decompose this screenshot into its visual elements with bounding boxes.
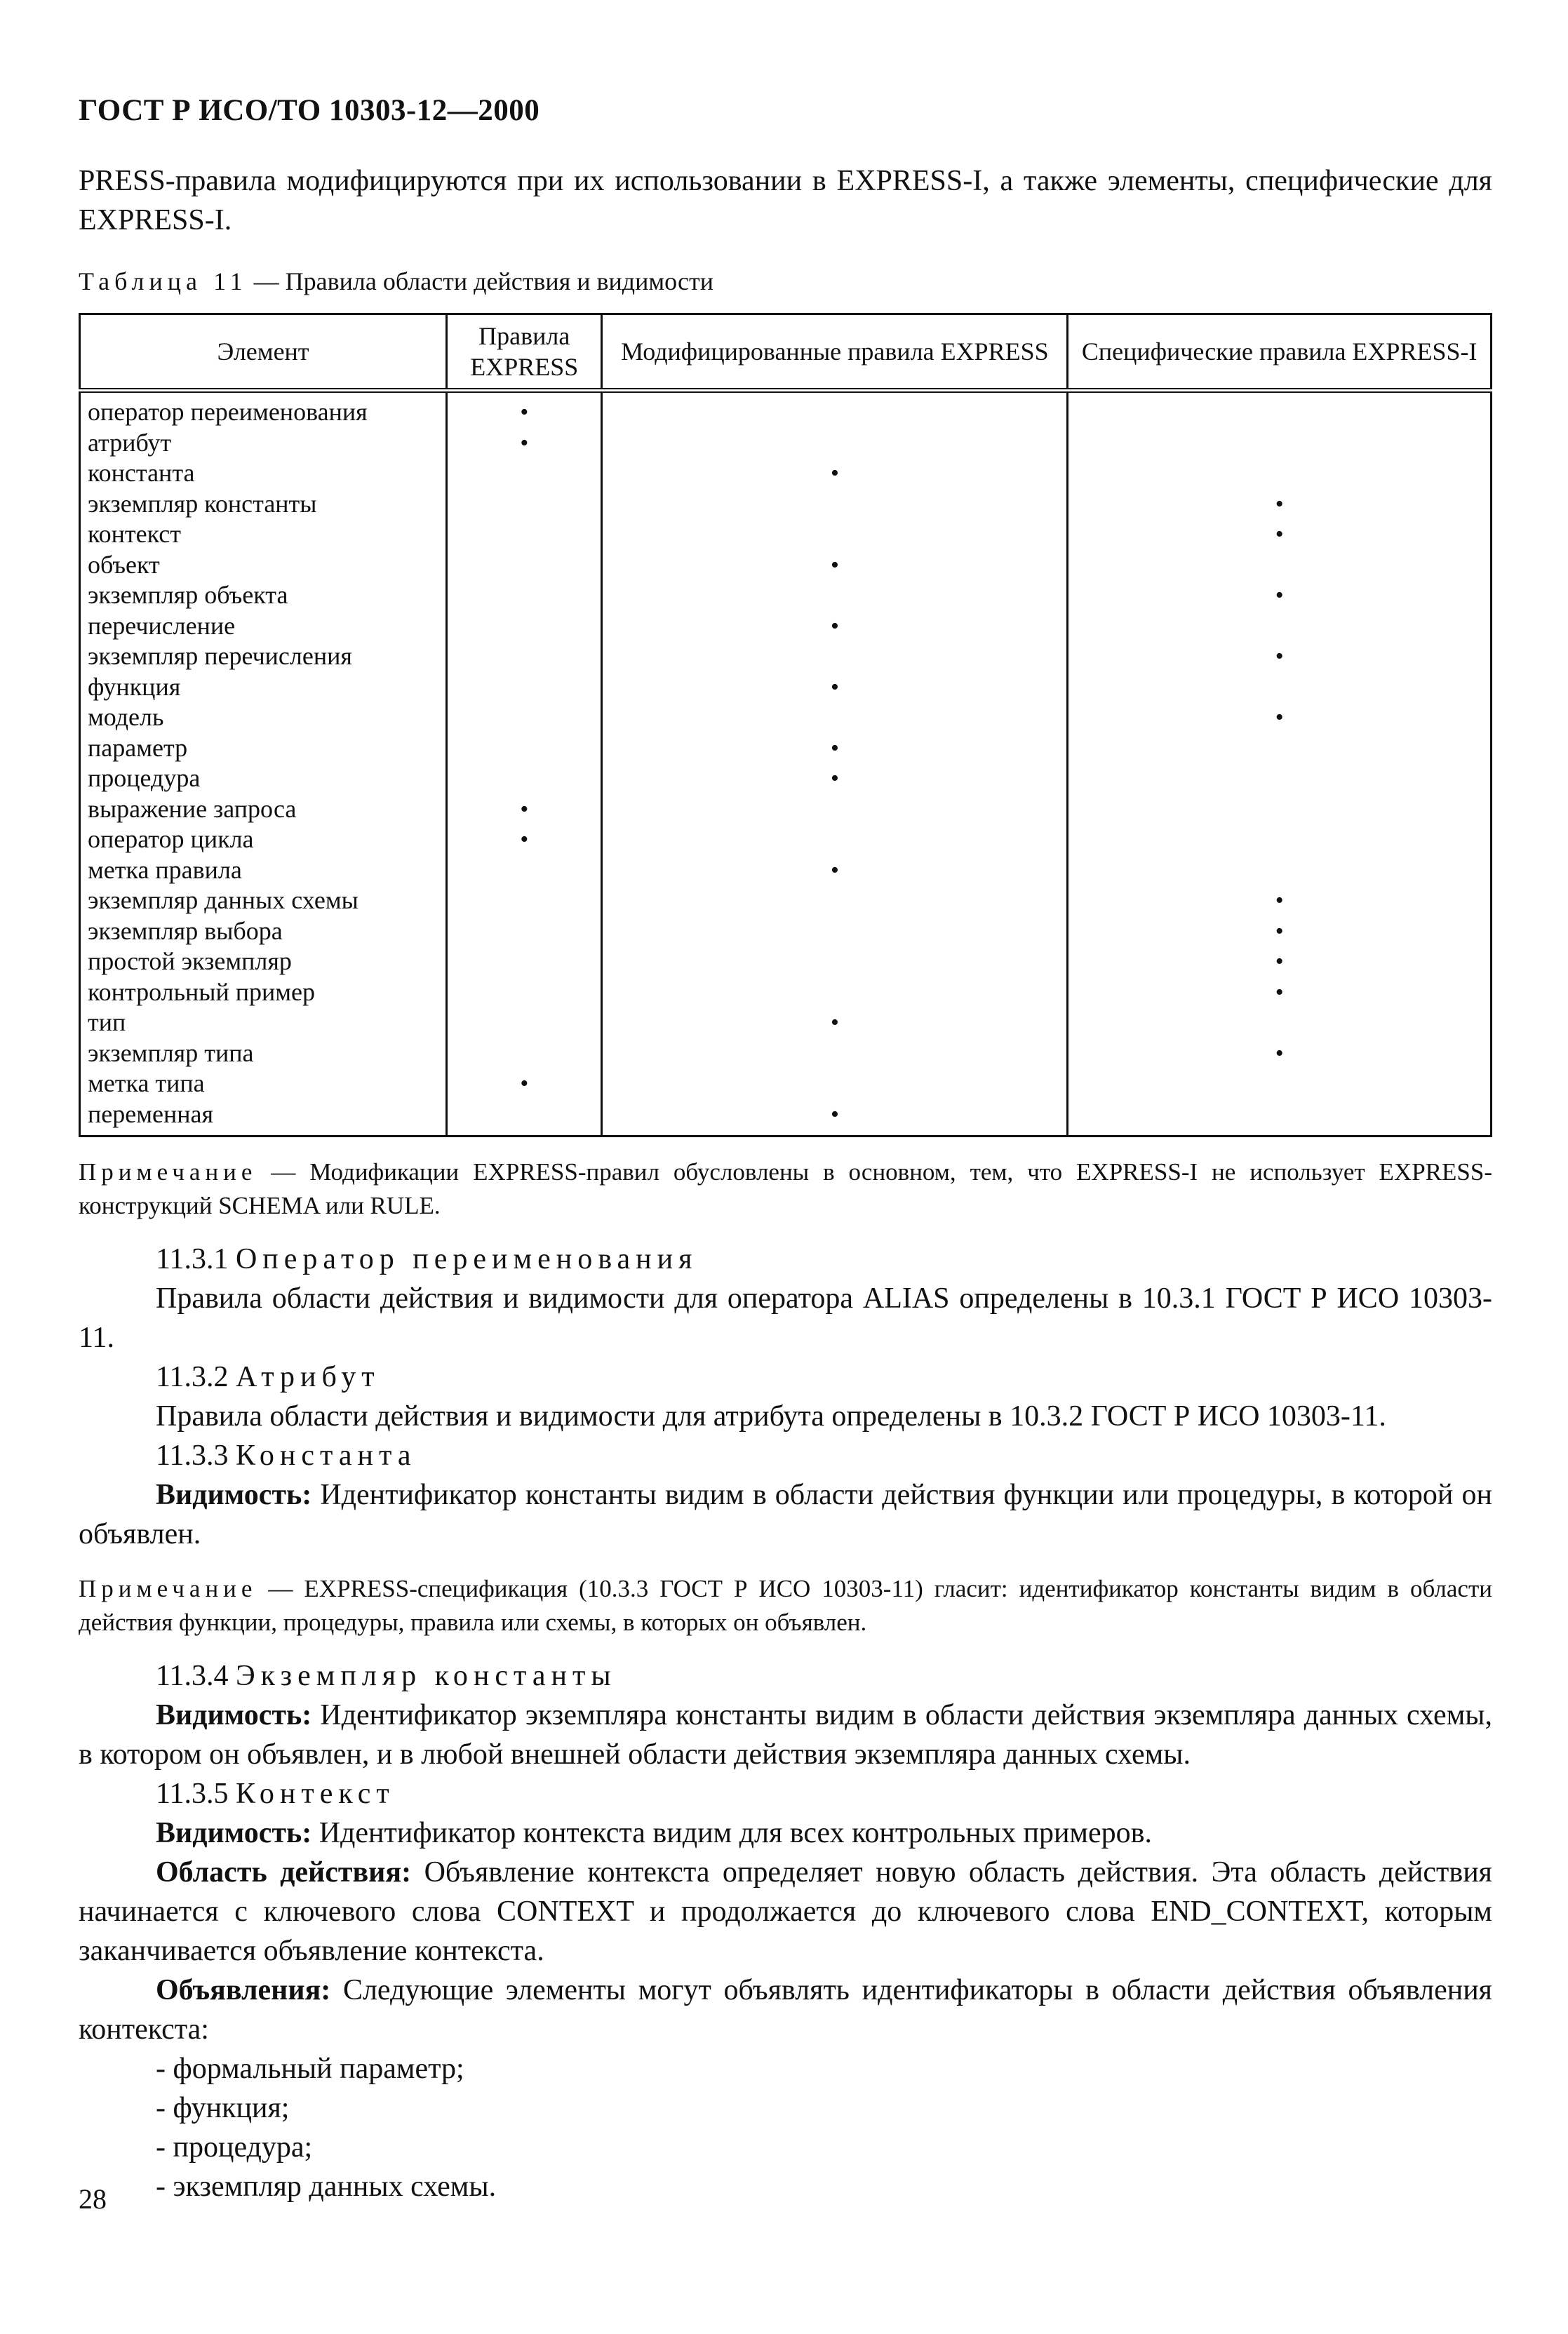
bullet-marker: • [602,1099,1068,1136]
section-11-3-3-title [79,1436,1492,1475]
section-name: Контекст [235,1778,395,1810]
modified-cell [602,1068,1068,1099]
specific-cell [1068,550,1492,581]
express-cell [447,763,602,794]
bullet-marker: • [447,391,602,428]
table-row [80,519,1492,550]
header-element: Элемент [80,314,447,391]
element-cell: экземпляр объекта [80,580,447,611]
modified-cell [602,641,1068,672]
express-cell [447,1007,602,1038]
specific-cell [1068,611,1492,642]
bullet-marker: • [602,611,1068,642]
express-cell [447,977,602,1008]
specific-cell [1068,391,1492,428]
declarations-lead: Объявления: [156,1974,331,2006]
element-cell: простой экземпляр [80,946,447,977]
bullet-marker: • [1068,977,1492,1008]
scope-text: Объявление контекста определяет новую область действия. Эта область действия начинается с ключевого слова CONTEXT и продолжается до ключевого слова END_CONTEXT, которым заканчивается объявление контекста. [79,1856,1492,1967]
element-cell: параметр [80,733,447,764]
table-row [80,733,1492,764]
table-row [80,391,1492,428]
bullet-marker: • [1068,702,1492,733]
element-cell: функция [80,672,447,703]
specific-cell [1068,672,1492,703]
modified-cell [602,916,1068,947]
section-number: 11.3.4 [156,1660,229,1692]
list-item: - экземпляр данных схемы. [156,2171,497,2203]
section-number: 11.3.1 [156,1243,229,1275]
bullet-marker: • [447,1068,602,1099]
modified-cell [602,428,1068,459]
express-cell [447,580,602,611]
modified-cell [602,489,1068,520]
bullet-marker: • [447,794,602,825]
section-name: Оператор переименования [235,1243,698,1275]
note-1-label: Примечание [79,1158,257,1186]
section-name: Экземпляр константы [235,1660,617,1692]
visibility-text: Идентификатор контекста видим для всех контрольных примеров. [311,1817,1152,1849]
specific-cell [1068,794,1492,825]
bullet-marker: • [602,458,1068,489]
section-11-3-2-title [79,1357,1492,1397]
element-cell: метка типа [80,1068,447,1099]
table-row [80,824,1492,855]
bullet-marker: • [1068,519,1492,550]
express-cell [447,1099,602,1136]
specific-cell [1068,824,1492,855]
specific-cell [1068,1007,1492,1038]
modified-cell [602,391,1068,428]
modified-cell [602,519,1068,550]
table-caption-label: Таблица 11 [79,267,248,295]
intro-paragraph: PRESS-правила модифицируются при их использовании в EXPRESS-I, а также элементы, специфические для EXPRESS-I. [79,165,1492,236]
bullet-marker: • [1068,916,1492,947]
element-cell: модель [80,702,447,733]
visibility-lead: Видимость: [156,1699,312,1731]
element-cell: атрибут [80,428,447,459]
element-cell: экземпляр перечисления [80,641,447,672]
header-specific: Специфические правила EXPRESS-I [1068,314,1492,391]
express-cell [447,733,602,764]
declarations-list [79,2049,1492,2206]
specific-cell [1068,1068,1492,1099]
section-11-3-5-scope [79,1853,1492,1971]
element-cell: переменная [80,1099,447,1136]
note-2-text: — EXPRESS-спецификация (10.3.3 ГОСТ Р ИСО 10303-11) гласит: идентификатор константы видим в области действия функции, процедуры, правила или схемы, в которых он объявлен. [79,1575,1492,1636]
modified-cell [602,794,1068,825]
table-row [80,763,1492,794]
modified-cell [602,1038,1068,1069]
table-caption-text: — Правила области действия и видимости [247,267,714,295]
express-cell [447,885,602,916]
table-row [80,946,1492,977]
section-number: 11.3.5 [156,1778,229,1810]
specific-cell [1068,458,1492,489]
list-item: - формальный параметр; [156,2053,464,2085]
bullet-marker: • [602,672,1068,703]
modified-cell [602,946,1068,977]
note-2 [79,1572,1492,1639]
table-row [80,458,1492,489]
element-cell: экземпляр типа [80,1038,447,1069]
element-cell: константа [80,458,447,489]
list-item: - процедура; [156,2131,313,2164]
express-cell [447,916,602,947]
scope-lead: Область действия: [156,1856,412,1889]
element-cell: контекст [80,519,447,550]
specific-cell [1068,855,1492,886]
bullet-marker: • [1068,641,1492,672]
express-cell [447,1038,602,1069]
bullet-marker: • [1068,489,1492,520]
table-row [80,794,1492,825]
note-2-label: Примечание [79,1575,257,1602]
document-header: ГОСТ Р ИСО/ТО 10303-12—2000 [79,94,540,127]
element-cell: контрольный пример [80,977,447,1008]
element-cell: выражение запроса [80,794,447,825]
note-1 [79,1155,1492,1223]
element-cell: тип [80,1007,447,1038]
visibility-lead: Видимость: [156,1479,312,1511]
table-row [80,641,1492,672]
specific-cell [1068,763,1492,794]
table-row [80,885,1492,916]
table-caption [79,264,1492,299]
table-header-row [80,314,1492,391]
section-name: Атрибут [235,1361,380,1393]
element-cell: метка правила [80,855,447,886]
table-row [80,702,1492,733]
table-row [80,916,1492,947]
express-cell [447,458,602,489]
table-row [80,672,1492,703]
specific-cell [1068,733,1492,764]
element-cell: оператор цикла [80,824,447,855]
table-row [80,1007,1492,1038]
bullet-marker: • [1068,946,1492,977]
bullet-marker: • [1068,885,1492,916]
table-row [80,580,1492,611]
bullet-marker: • [1068,1038,1492,1069]
element-cell: процедура [80,763,447,794]
section-number: 11.3.2 [156,1361,229,1393]
table-row [80,428,1492,459]
page-number: 28 [79,2183,107,2215]
section-number: 11.3.3 [156,1440,229,1472]
visibility-text: Идентификатор константы видим в области действия функции или процедуры, в которой он объявлен. [79,1479,1492,1550]
element-cell: экземпляр константы [80,489,447,520]
header-modified: Модифицированные правила EXPRESS [602,314,1068,391]
express-cell [447,702,602,733]
header-express: Правила EXPRESS [447,314,602,391]
list-item: - функция; [156,2092,290,2124]
table-body [80,391,1492,1136]
section-11-3-3-text [79,1475,1492,1554]
section-11-3-2-text: Правила области действия и видимости для атрибута определены в 10.3.2 ГОСТ Р ИСО 10303-11. [156,1400,1386,1433]
scope-visibility-table [79,313,1492,1137]
express-cell [447,672,602,703]
specific-cell [1068,1099,1492,1136]
modified-cell [602,977,1068,1008]
modified-cell [602,702,1068,733]
table-row [80,855,1492,886]
table-row [80,1099,1492,1136]
element-cell: оператор переименования [80,391,447,428]
express-cell [447,855,602,886]
bullet-marker: • [602,855,1068,886]
bullet-marker: • [602,733,1068,764]
table-row [80,550,1492,581]
element-cell: перечисление [80,611,447,642]
table-row [80,1038,1492,1069]
note-1-text: — Модификации EXPRESS-правил обусловлены в основном, тем, что EXPRESS-I не использует EXPRESS-конструкций SCHEMA или RULE. [79,1158,1492,1219]
bullet-marker: • [602,550,1068,581]
section-11-3-5-declarations [79,1971,1492,2049]
modified-cell [602,824,1068,855]
table-row [80,611,1492,642]
section-11-3-5-title [79,1774,1492,1813]
section-name: Константа [235,1440,417,1472]
document-page [79,90,1492,2206]
bullet-marker: • [447,428,602,459]
express-cell [447,519,602,550]
modified-cell [602,885,1068,916]
visibility-text: Идентификатор экземпляра константы видим в области действия экземпляра данных схемы, в котором он объявлен, и в любой внешней области действия экземпляра данных схемы. [79,1699,1492,1771]
section-11-3-1-title [79,1240,1492,1279]
section-11-3-1-text: Правила области действия и видимости для оператора ALIAS определены в 10.3.1 ГОСТ Р ИСО 10303-11. [79,1282,1492,1354]
table-row [80,977,1492,1008]
visibility-lead: Видимость: [156,1817,312,1849]
bullet-marker: • [1068,580,1492,611]
section-11-3-5-visibility [79,1813,1492,1853]
modified-cell [602,580,1068,611]
bullet-marker: • [447,824,602,855]
express-cell [447,489,602,520]
table-row [80,489,1492,520]
element-cell: экземпляр данных схемы [80,885,447,916]
declarations-text: Следующие элементы могут объявлять идентификаторы в области действия объявления контекста: [79,1974,1492,2046]
express-cell [447,550,602,581]
element-cell: экземпляр выбора [80,916,447,947]
specific-cell [1068,428,1492,459]
express-cell [447,641,602,672]
express-cell [447,946,602,977]
element-cell: объект [80,550,447,581]
section-11-3-4-text [79,1696,1492,1774]
express-cell [447,611,602,642]
bullet-marker: • [602,763,1068,794]
bullet-marker: • [602,1007,1068,1038]
table-row [80,1068,1492,1099]
section-11-3-4-title [79,1656,1492,1696]
